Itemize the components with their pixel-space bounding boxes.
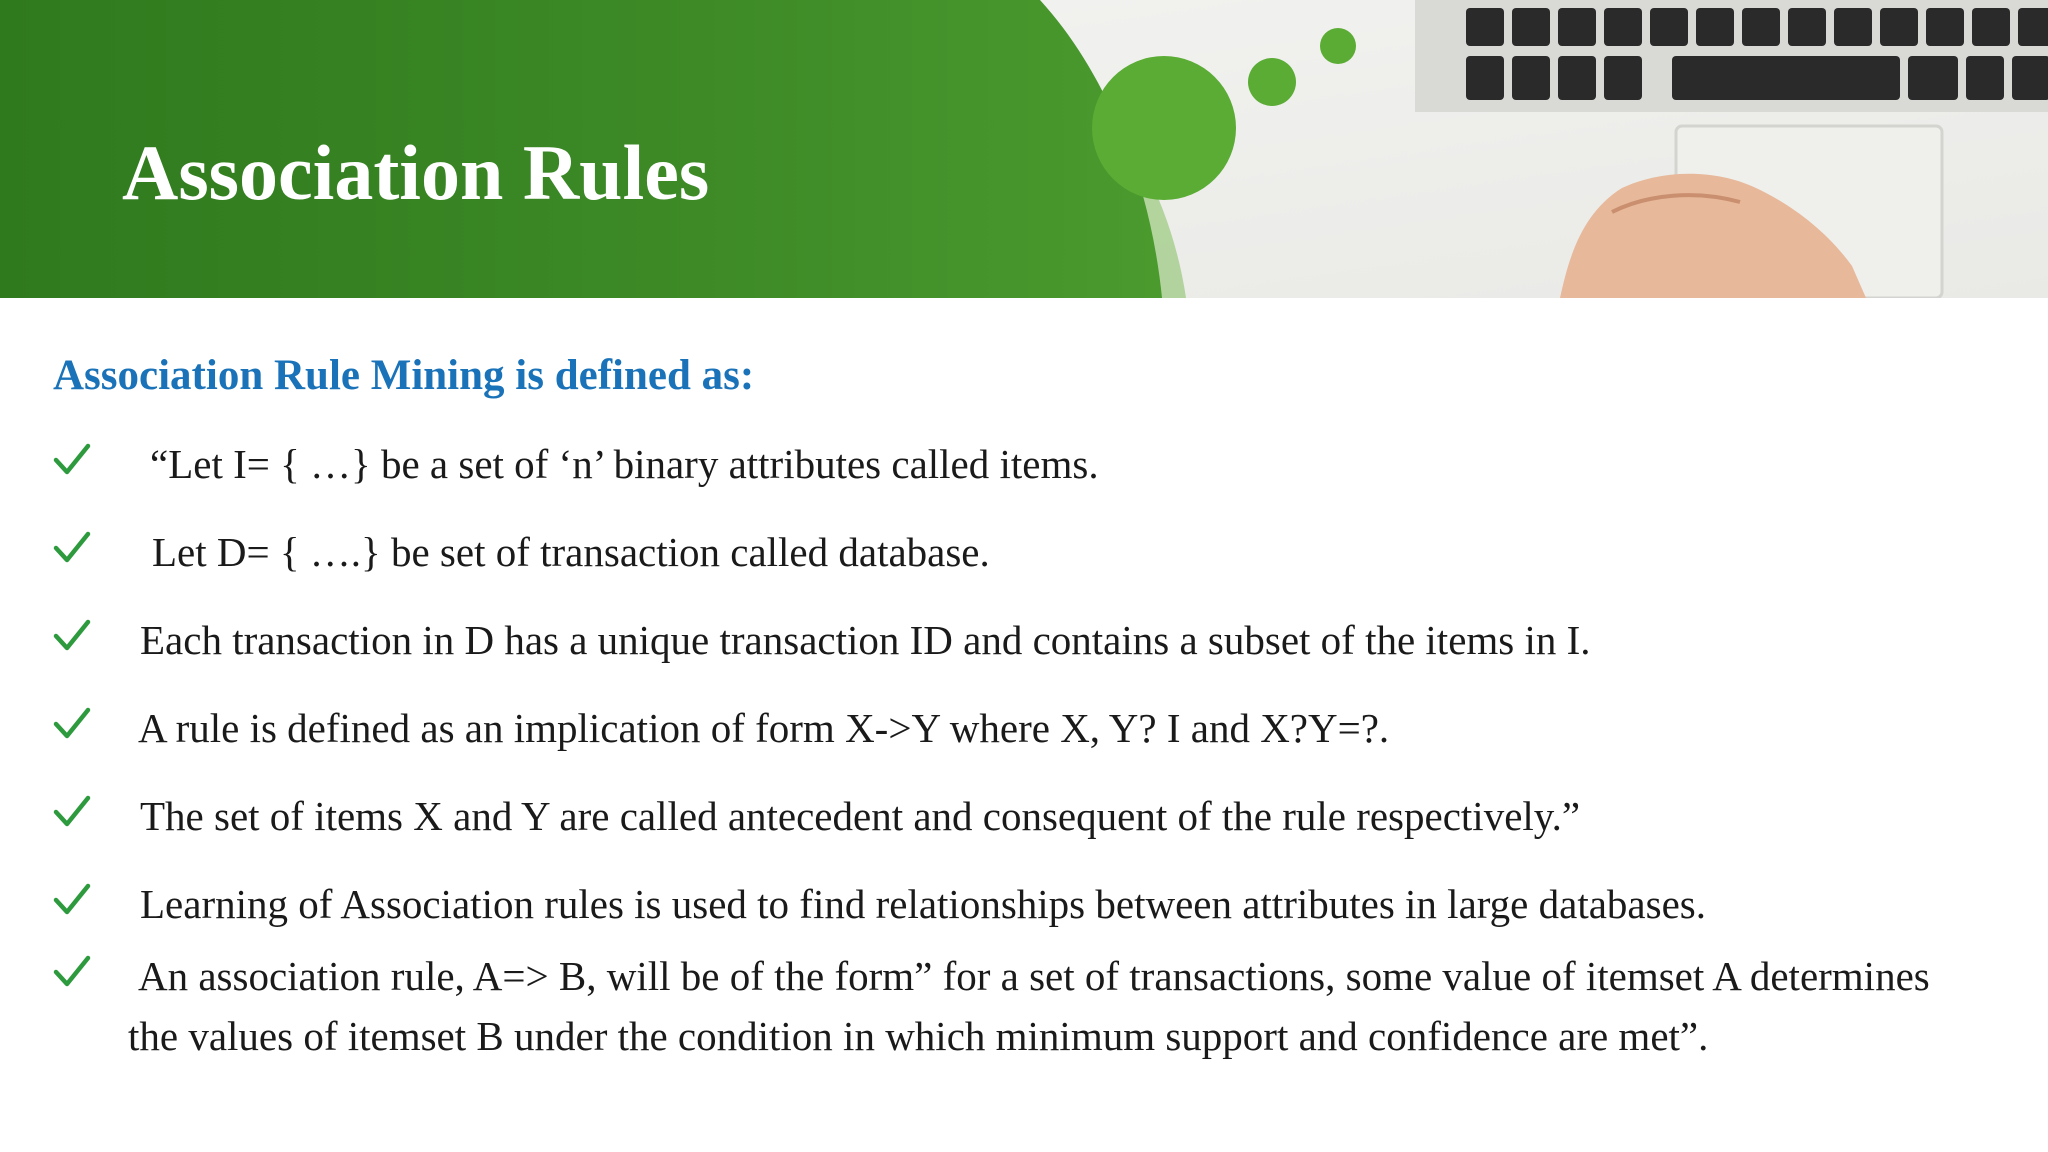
intro-heading: Association Rule Mining is defined as: bbox=[53, 352, 755, 399]
bullet-text: A rule is defined as an implication of form X->Y where X, Y? I and X?Y=?. bbox=[138, 705, 1390, 751]
check-mark-icon bbox=[52, 440, 92, 480]
bullet-text: Each transaction in D has a unique transaction ID and contains a subset of the items in I. bbox=[140, 617, 1591, 663]
bullet-text: “Let I= { …} be a set of ‘n’ binary attributes called items. bbox=[150, 441, 1099, 487]
bullet-text: An association rule, A=> B, will be of the form” for a set of transactions, some value of itemset A determines the values of itemset B under the condition in which minimum support and confidence are met”. bbox=[128, 953, 1930, 1059]
check-mark-icon bbox=[52, 528, 92, 568]
slide-title: Association Rules bbox=[122, 129, 710, 216]
bullet-text: Let D= { ….} be set of transaction called database. bbox=[152, 529, 990, 575]
bullet-text: The set of items X and Y are called antecedent and consequent of the rule respectively.” bbox=[140, 793, 1581, 839]
check-mark-icon bbox=[52, 792, 92, 832]
check-mark-icon bbox=[52, 880, 92, 920]
check-mark-icon bbox=[52, 952, 92, 992]
check-mark-icon bbox=[52, 704, 92, 744]
bullet-text: Learning of Association rules is used to find relationships between attributes in large databases. bbox=[140, 881, 1706, 927]
check-mark-icon bbox=[52, 616, 92, 656]
